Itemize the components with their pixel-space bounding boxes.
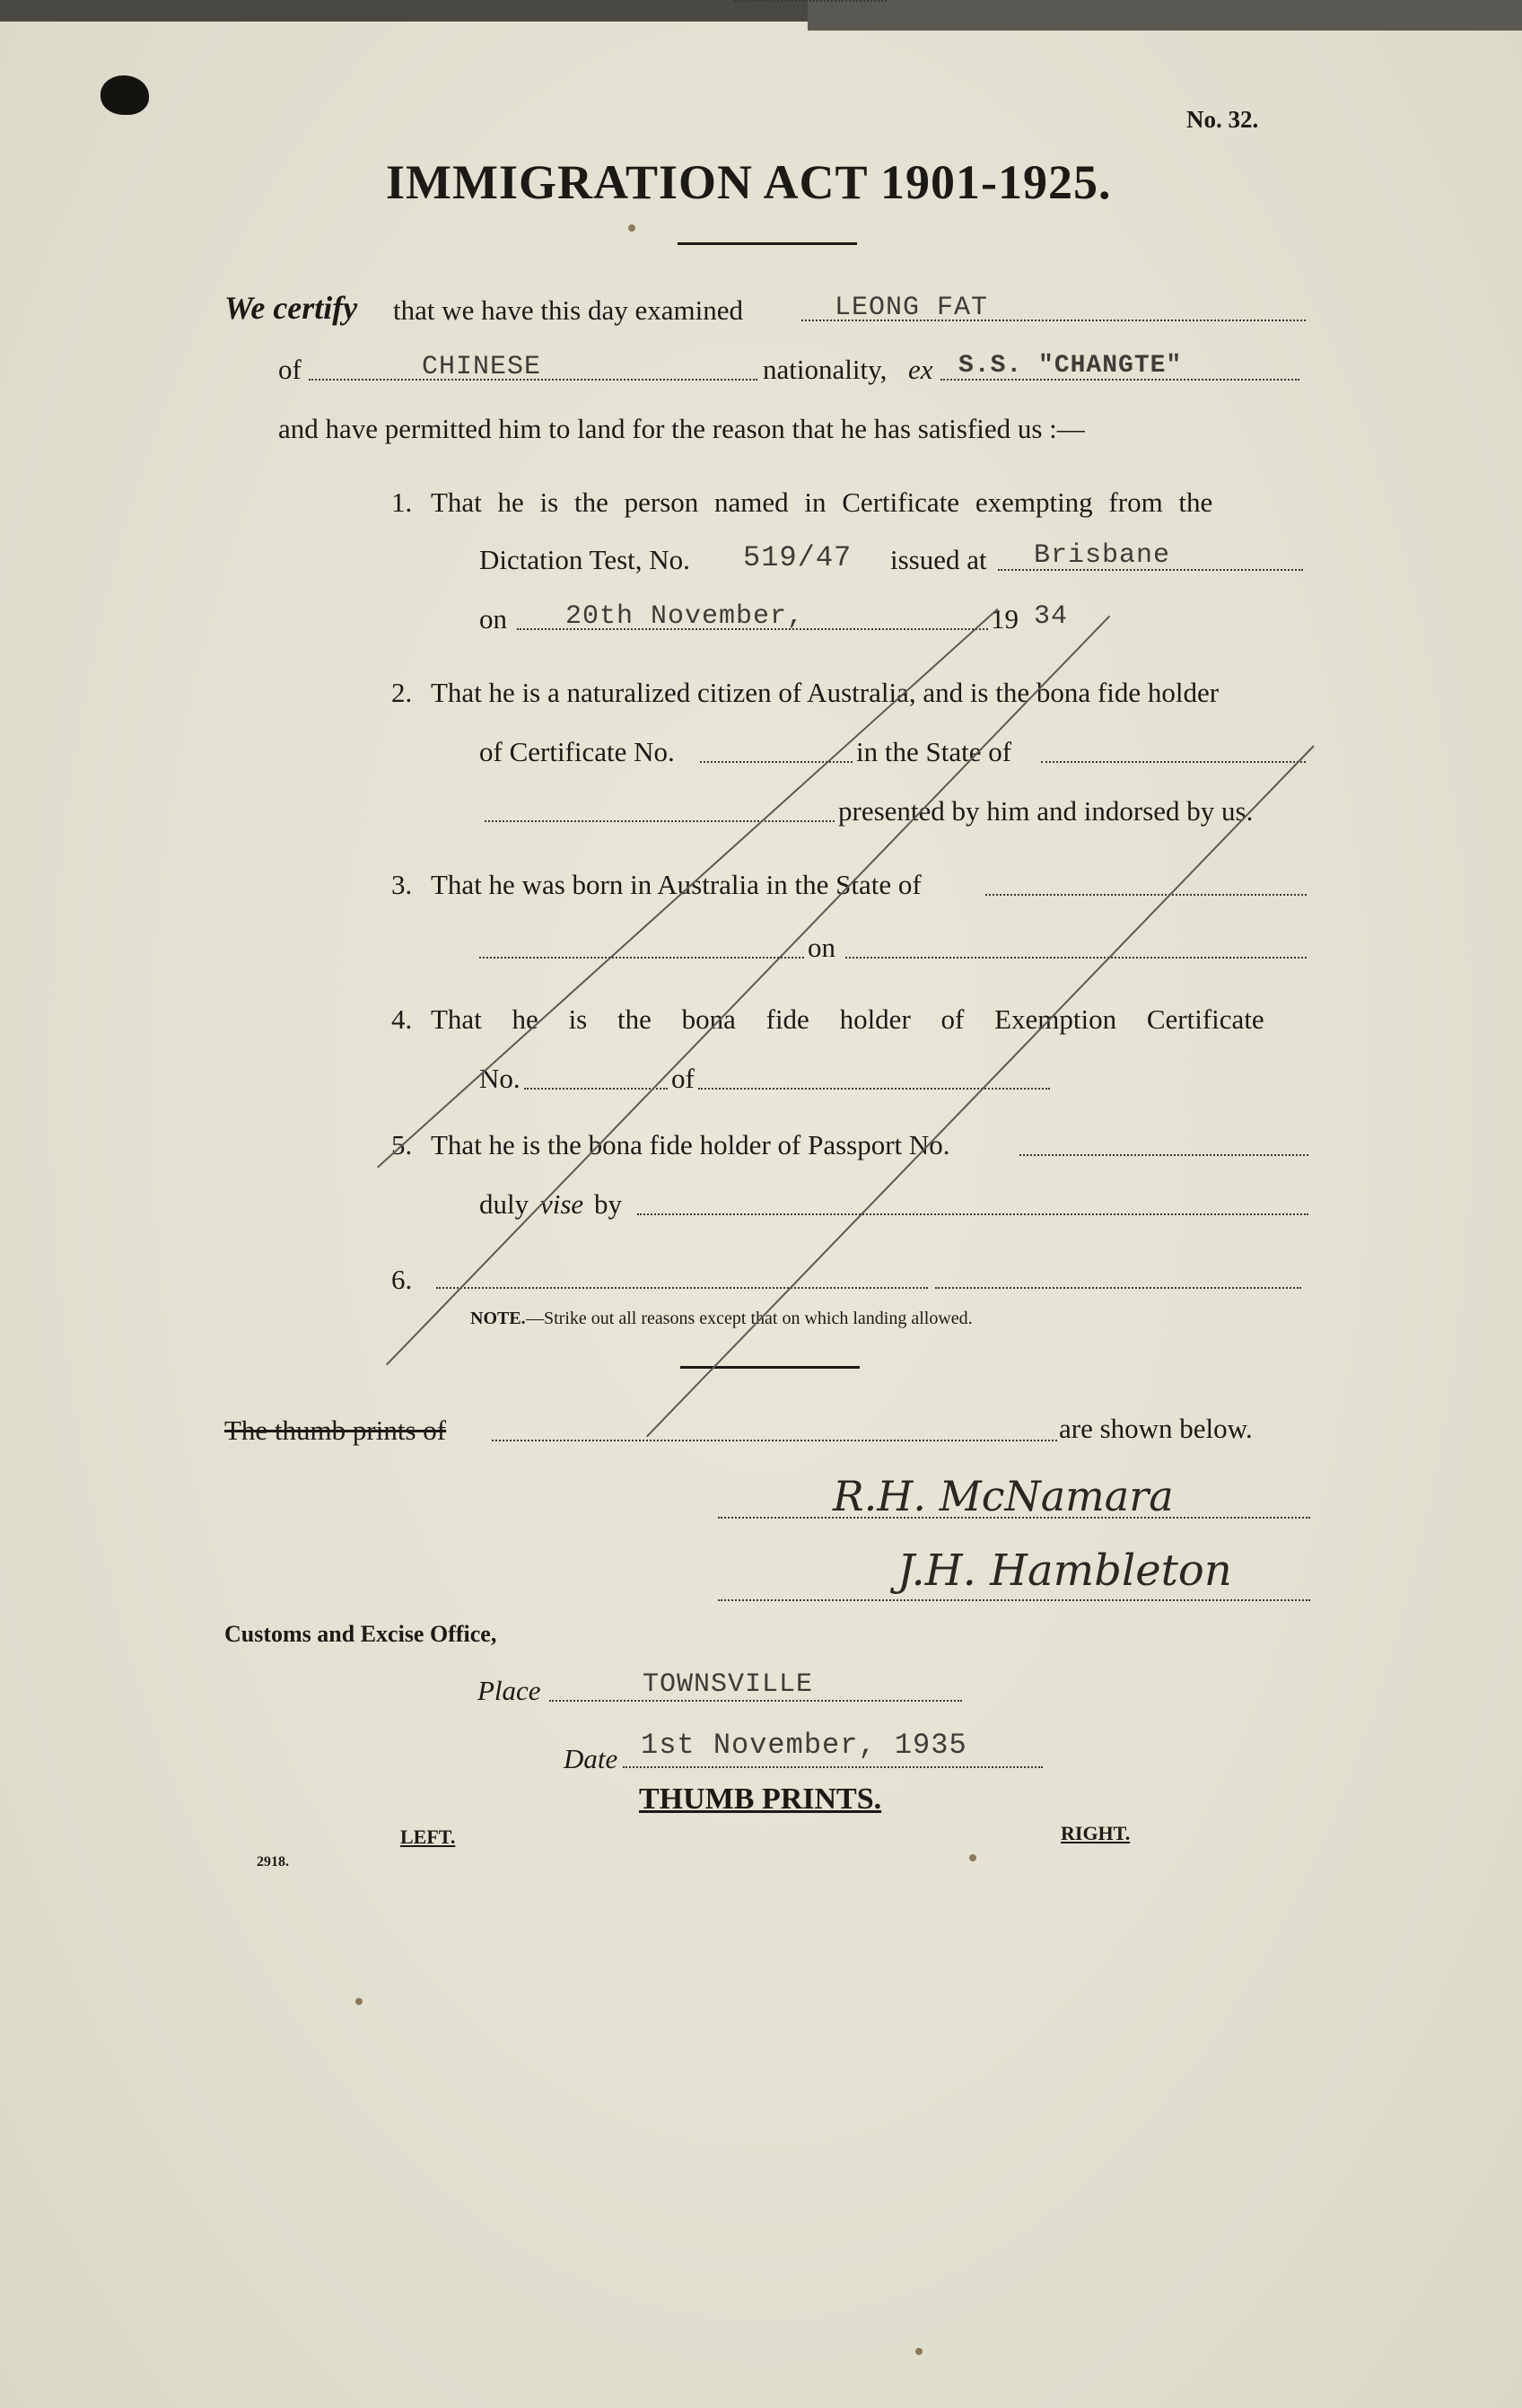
cert-number: 519/47	[743, 541, 853, 574]
reason-5-duly: duly	[479, 1188, 529, 1220]
place-value: TOWNSVILLE	[643, 1669, 814, 1700]
issued-at-value: Brisbane	[1034, 540, 1171, 571]
passport-line	[1019, 1154, 1308, 1156]
reason-2-cert-label: of Certificate No.	[479, 736, 675, 767]
thumb-line-start: The thumb prints of	[224, 1414, 447, 1446]
note-text: —Strike out all reasons except that on which landing allowed.	[526, 1309, 973, 1328]
nationality-value: CHINESE	[422, 352, 542, 382]
issued-at-label: issued at	[890, 544, 987, 575]
on-date: 20th November,	[565, 601, 805, 632]
reason-1-dictation: Dictation Test, No.	[479, 544, 690, 575]
note-label: NOTE.	[470, 1309, 526, 1328]
year-prefix: 19	[991, 603, 1019, 635]
reason-3-on-line	[845, 957, 1307, 959]
paper-speck	[915, 2348, 923, 2355]
examined-name: LEONG FAT	[835, 293, 989, 323]
of-label: of	[278, 354, 302, 385]
ex-label: ex	[908, 354, 933, 385]
permitted-text: and have permitted him to land for the reason that he has satisfied us :—	[278, 413, 1085, 444]
reason-4-no-line	[524, 1088, 668, 1090]
reason-2-state-line	[1041, 761, 1306, 763]
paper-speck	[628, 224, 635, 232]
paper-speck	[355, 1998, 363, 2005]
vise-line	[637, 1213, 1308, 1215]
right-thumb-label: RIGHT.	[1061, 1822, 1131, 1844]
date-line	[623, 1766, 1043, 1768]
form-number: No. 32.	[1186, 106, 1259, 133]
reason-5-vise: vise	[540, 1188, 584, 1220]
reason-6-number: 6.	[391, 1264, 413, 1295]
ship-name: S.S. "CHANGTE"	[958, 352, 1183, 380]
title-underline	[678, 242, 857, 245]
signature-1: R.H. McNamara	[833, 1472, 1174, 1520]
reason-5-text: That he is the bona fide holder of Passport No.	[431, 1129, 950, 1160]
date-label: Date	[564, 1743, 618, 1774]
reason-3-state-line	[985, 894, 1307, 896]
reason-4-of-line	[698, 1088, 1050, 1090]
certify-lead: We certify	[224, 290, 358, 326]
reason-5-number: 5.	[391, 1129, 413, 1160]
reason-4-of: of	[671, 1063, 695, 1094]
reason-3-blank-line	[479, 957, 804, 959]
reason-4-no: No.	[479, 1063, 520, 1094]
thumb-line-blank	[492, 1440, 1057, 1441]
reason-1-number: 1.	[391, 486, 413, 518]
paper-speck	[969, 1854, 976, 1861]
reason-3-on: on	[808, 932, 835, 963]
section-divider	[680, 1366, 860, 1369]
nationality-label: nationality,	[763, 354, 888, 385]
punch-hole	[101, 75, 149, 115]
signature-2: J.H. Hambleton	[897, 1545, 1232, 1596]
strike-line-b	[386, 616, 1110, 1366]
thumb-line-end: are shown below.	[1059, 1413, 1253, 1444]
place-line	[549, 1700, 962, 1702]
reason-4-text: That he is the bona fide holder of Exemption Certificate	[431, 1003, 1264, 1035]
reason-3-text: That he was born in Australia in the State of	[431, 869, 922, 900]
reason-3-number: 3.	[391, 869, 413, 900]
page-title: IMMIGRATION ACT 1901-1925.	[386, 155, 1112, 209]
year-suffix: 34	[1034, 601, 1069, 632]
reason-6-line-b	[935, 1287, 1301, 1289]
reason-2-text: That he is a naturalized citizen of Australia, and is the bona fide holder	[431, 677, 1220, 708]
reason-6-line-a	[436, 1287, 928, 1289]
date-value: 1st November, 1935	[641, 1729, 967, 1762]
reason-2-number: 2.	[391, 677, 413, 708]
reason-4-number: 4.	[391, 1003, 413, 1035]
reason-2-blank-line	[485, 820, 835, 822]
reason-2-state-label: in the State of	[856, 736, 1012, 767]
reason-2-presented: presented by him and indorsed by us.	[838, 795, 1254, 827]
print-code: 2918.	[257, 1854, 289, 1869]
certify-text: that we have this day examined	[393, 294, 743, 326]
reason-5-by: by	[594, 1188, 622, 1220]
reason-1-text: That he is the person named in Certificate exempting from the	[431, 486, 1213, 518]
place-label: Place	[477, 1675, 541, 1706]
left-thumb-label: LEFT.	[400, 1826, 456, 1848]
strike-line-c	[646, 745, 1315, 1437]
thumb-prints-heading: THUMB PRINTS.	[639, 1782, 882, 1816]
office-label: Customs and Excise Office,	[224, 1621, 497, 1647]
signature-line-2	[718, 1599, 1310, 1601]
cert-no-line	[734, 0, 887, 2]
torn-top-edge-right	[808, 0, 1522, 31]
on-label: on	[479, 603, 507, 635]
